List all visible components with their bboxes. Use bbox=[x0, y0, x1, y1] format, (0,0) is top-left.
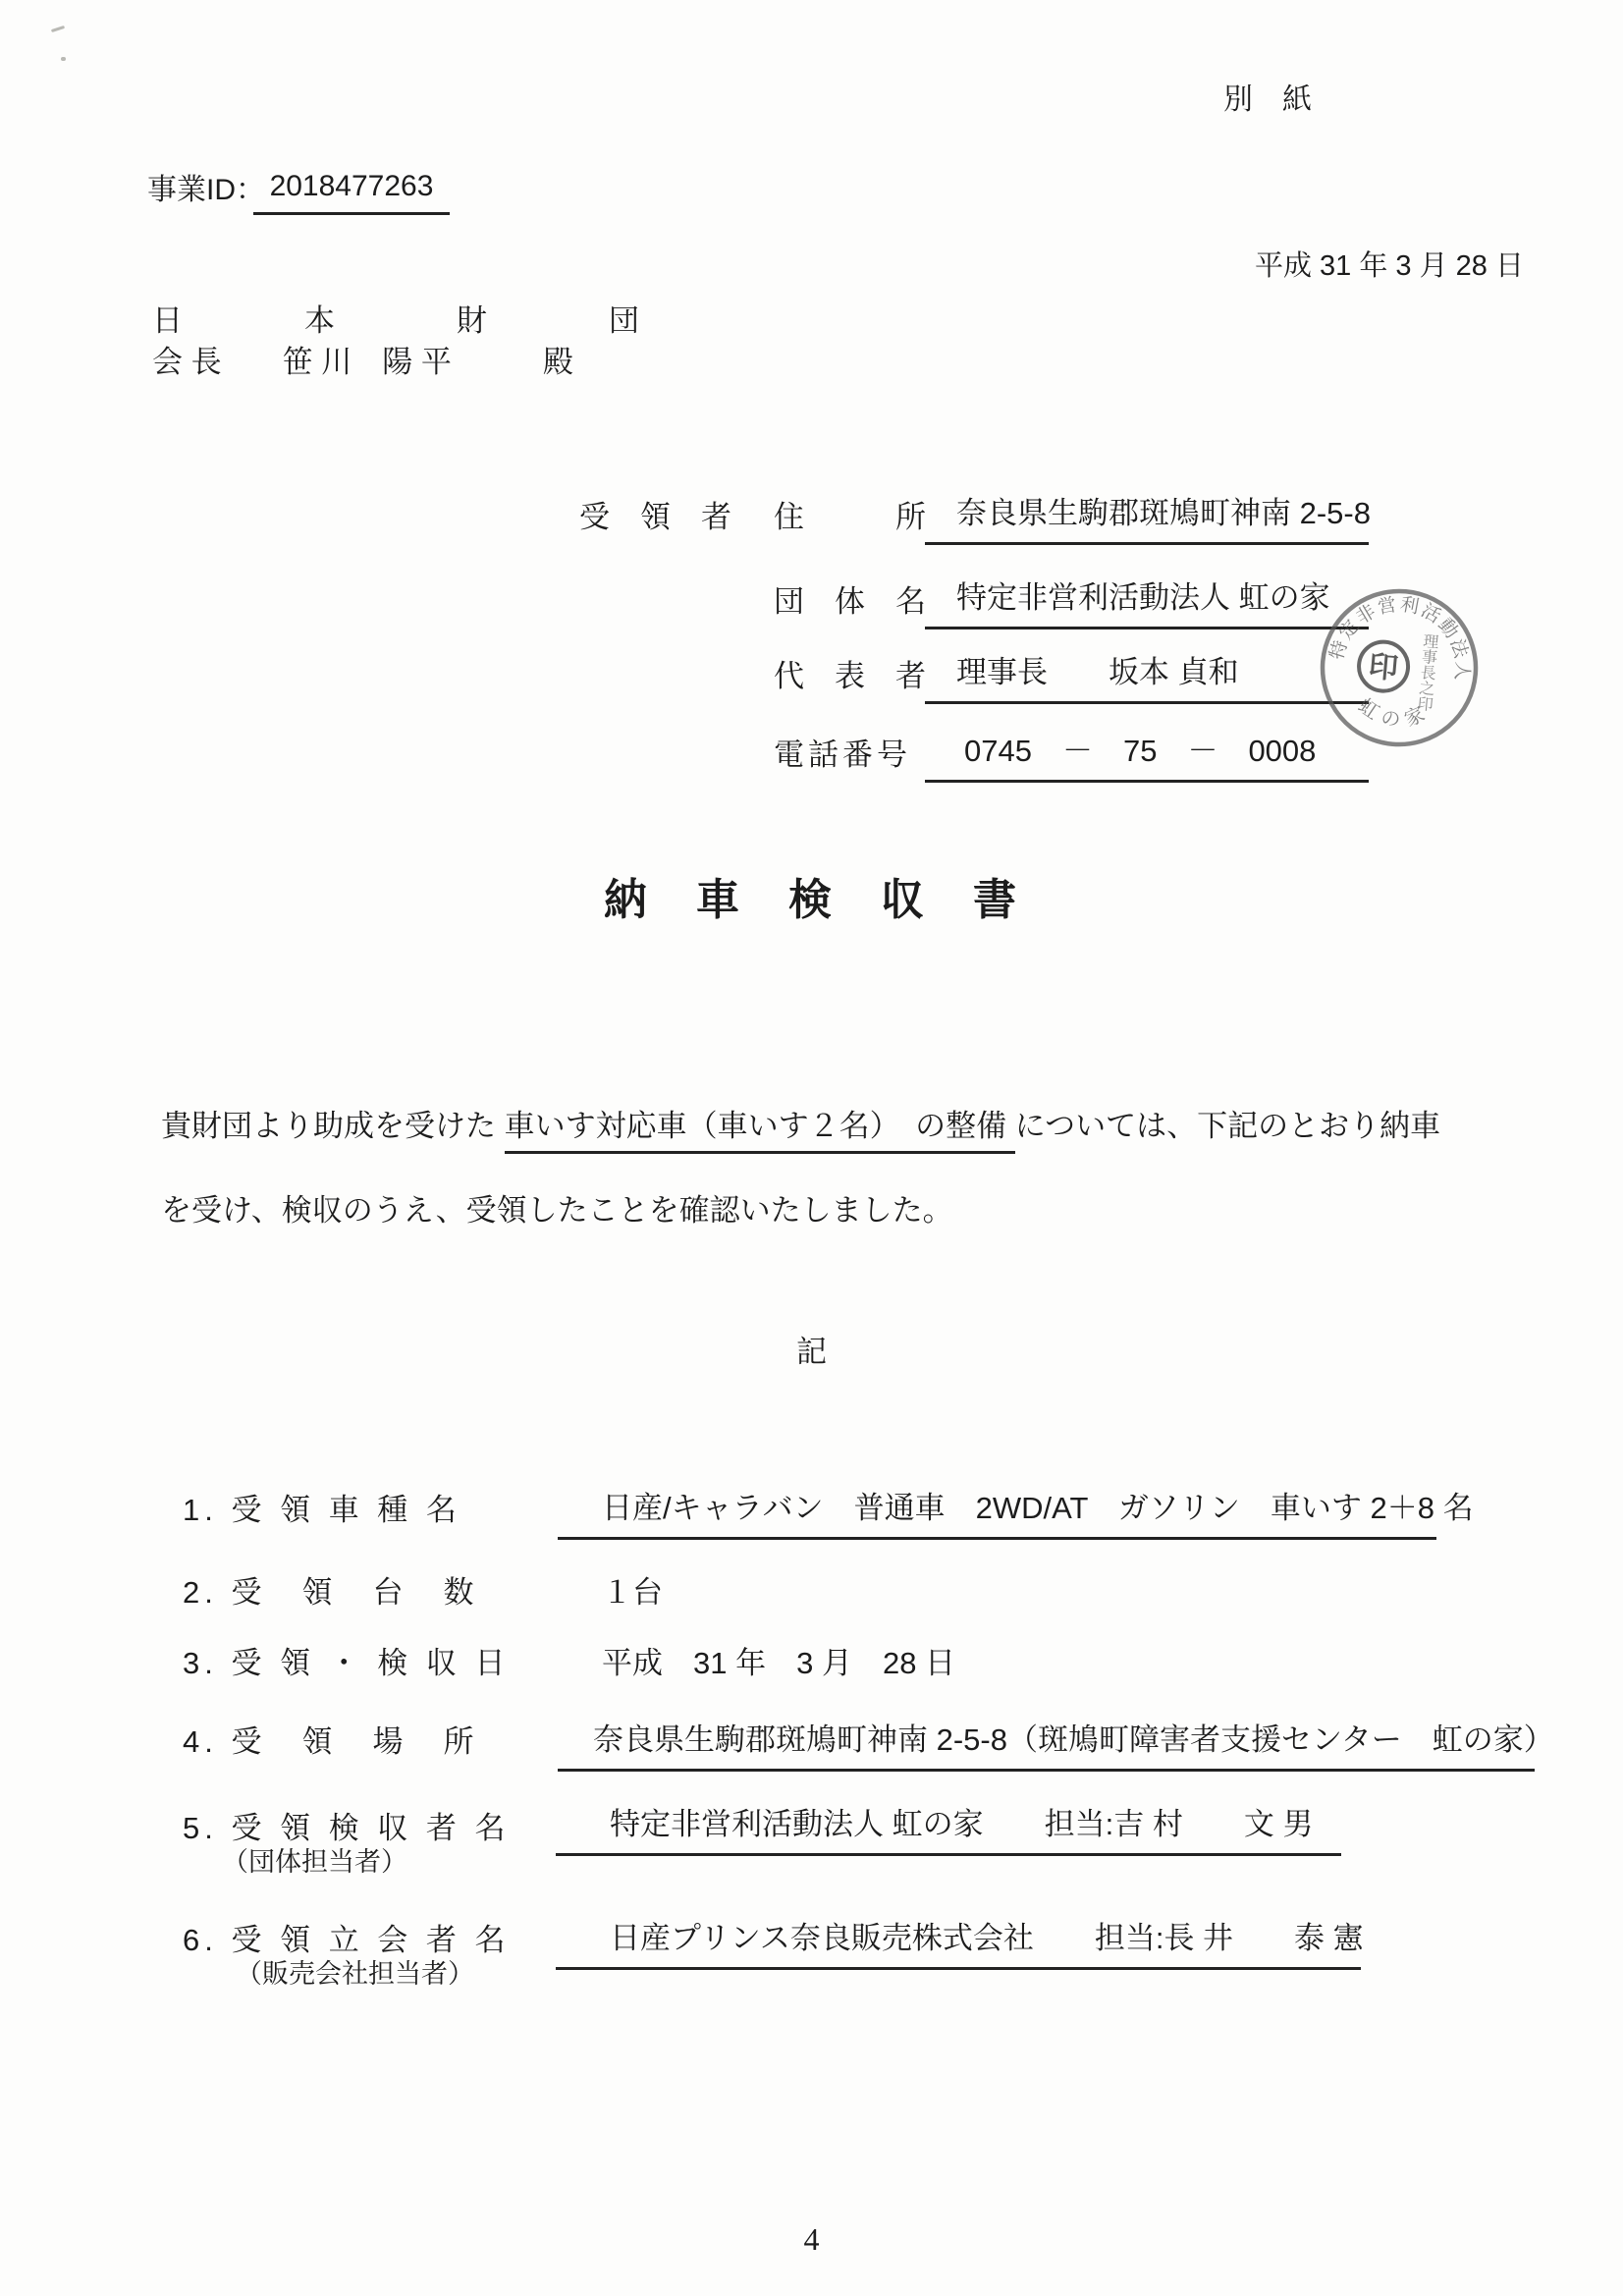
project-id-label: 事業ID： bbox=[147, 174, 265, 206]
recipient-address-label: 住 所 bbox=[774, 500, 926, 534]
page-number: 4 bbox=[803, 2221, 820, 2257]
scan-artifact bbox=[61, 57, 66, 61]
item-5-sublabel: （団体担当者） bbox=[222, 1847, 407, 1877]
recipient-org-value: 特定非営利活動法人 虹の家 bbox=[925, 579, 1369, 629]
registered-seal-stamp-icon bbox=[1310, 578, 1488, 757]
body-line1-prefix: 貴財団より助成を受けた bbox=[161, 1109, 505, 1143]
seal-inner-text: 理事長之印 bbox=[1414, 631, 1438, 713]
recipient-representative-value: 理事長 坂本 貞和 bbox=[925, 654, 1369, 704]
item-4-value: 奈良県生駒郡斑鳩町神南 2-5-8（斑鳩町障害者支援センター 虹の家） bbox=[558, 1715, 1535, 1772]
seal-ring-text-bottom: 虹の家 bbox=[1354, 694, 1436, 733]
record-mark: 記 bbox=[796, 1335, 827, 1369]
item-5-value: 特定非営利活動法人 虹の家 担当:吉 村 文 男 bbox=[556, 1799, 1341, 1856]
item-1-value: 日産/キャラバン 普通車 2WD/AT ガソリン 車いす 2＋8 名 bbox=[558, 1483, 1436, 1540]
corner-label: 別 紙 bbox=[1223, 83, 1312, 116]
item-5-label: 5. 受 領 検 収 者 名 bbox=[183, 1811, 511, 1845]
body-line1-underlined-grant-item: 車いす対応車（車いす２名） の整備 bbox=[505, 1109, 1015, 1154]
body-paragraph-line2: を受け、検収のうえ、受領したことを確認いたしました。 bbox=[161, 1193, 953, 1228]
seal-center-character: 印 bbox=[1367, 650, 1400, 685]
item-3-label: 3. 受 領 ・ 検 収 日 bbox=[183, 1646, 511, 1680]
addressee-chairman: 会 長 笹 川 陽 平 殿 bbox=[152, 345, 573, 379]
item-1-label: 1. 受 領 車 種 名 bbox=[183, 1493, 461, 1527]
item-2-label: 2. 受 領 台 数 bbox=[183, 1575, 479, 1610]
item-4-label: 4. 受 領 場 所 bbox=[183, 1724, 479, 1759]
recipient-phone-value: 0745 － 75 － 0008 bbox=[925, 733, 1369, 783]
body-line1-suffix: については、下記のとおり納車 bbox=[1014, 1109, 1441, 1143]
seal-ring-text-top: 特定非営利活動法人 bbox=[1326, 594, 1473, 683]
recipient-representative-label: 代 表 者 bbox=[774, 659, 926, 693]
recipient-address-value: 奈良県生駒郡斑鳩町神南 2-5-8 bbox=[925, 495, 1369, 545]
scan-artifact bbox=[51, 26, 65, 32]
addressee-organization: 日 本 財 団 bbox=[152, 303, 639, 338]
item-6-label: 6. 受 領 立 会 者 名 bbox=[183, 1923, 511, 1957]
item-3-value: 平成 31 年 3 月 28 日 bbox=[602, 1646, 956, 1680]
document-title: 納 車 検 収 書 bbox=[604, 876, 1019, 924]
item-6-value: 日産プリンス奈良販売株式会社 担当:長 井 泰 憲 bbox=[556, 1913, 1361, 1970]
project-id-value: 2018477263 bbox=[253, 169, 450, 215]
recipient-section-label: 受 領 者 bbox=[579, 500, 731, 534]
svg-text:特定非営利活動法人 bbox=[1325, 587, 1480, 683]
recipient-org-label: 団 体 名 bbox=[774, 584, 926, 619]
recipient-phone-label: 電話番号 bbox=[774, 738, 911, 772]
item-6-sublabel: （販売会社担当者） bbox=[236, 1959, 474, 1989]
body-paragraph-line1 bbox=[161, 1108, 1440, 1146]
document-date: 平成 31 年 3 月 28 日 bbox=[1255, 250, 1524, 282]
item-2-value: １台 bbox=[602, 1575, 663, 1610]
